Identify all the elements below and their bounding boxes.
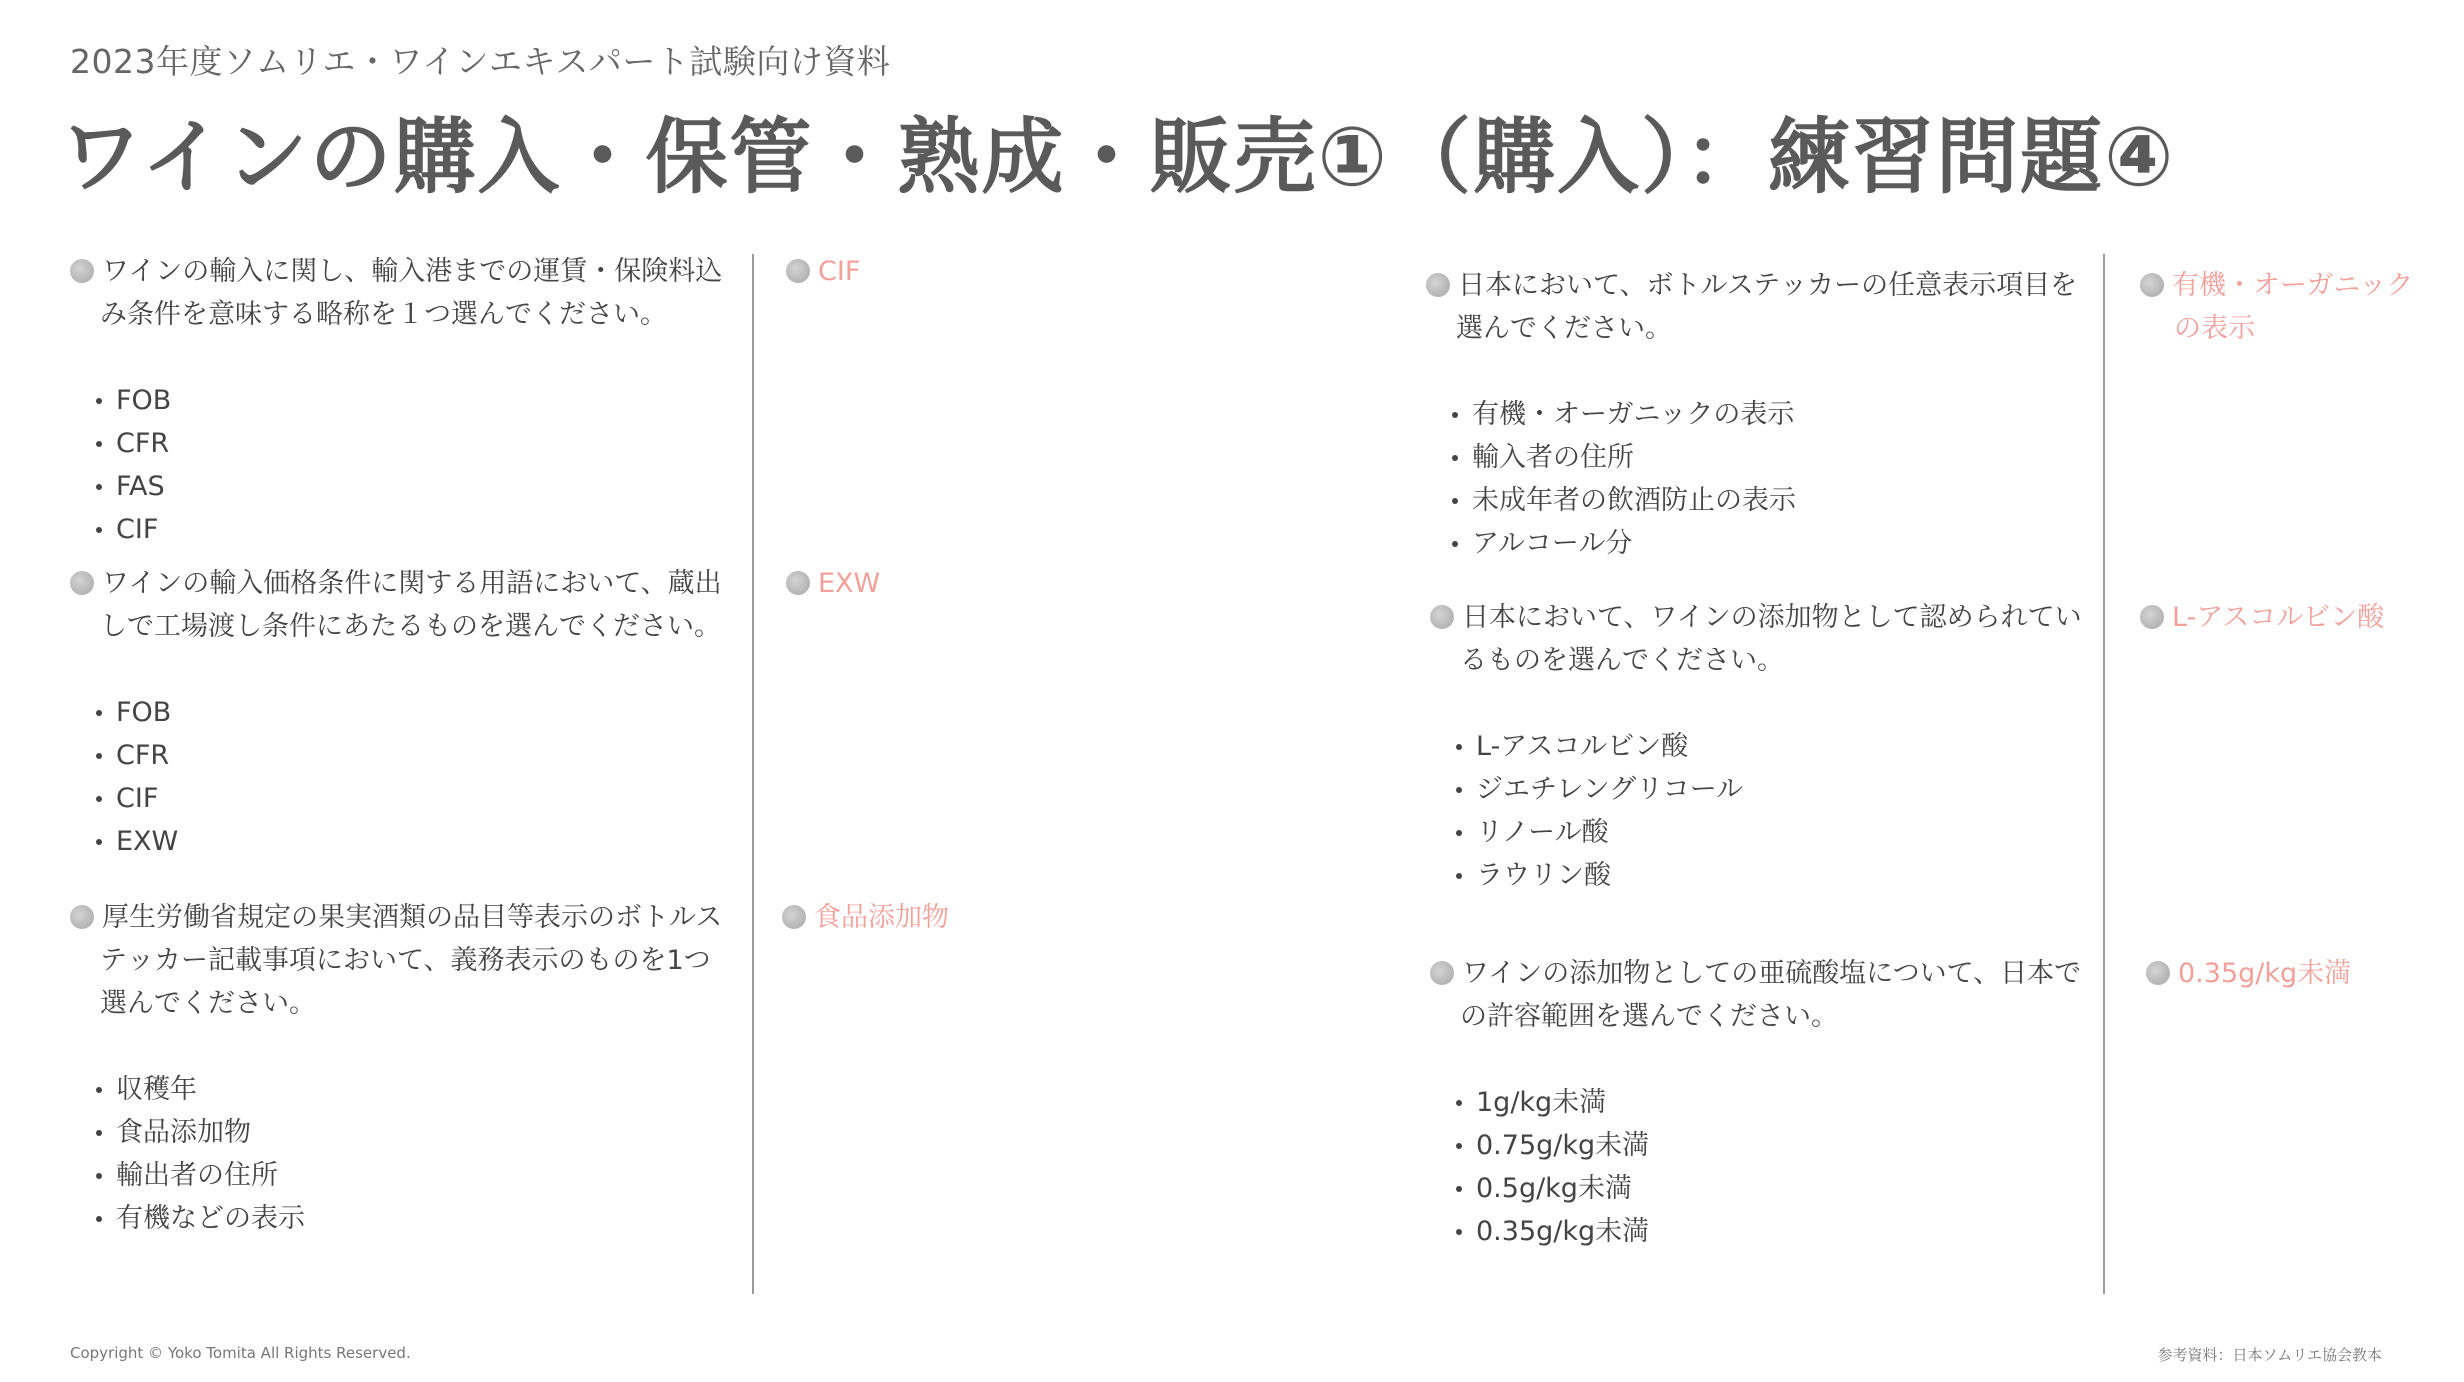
option-item: 輸出者の住所 [94, 1154, 730, 1197]
left-column-divider [752, 254, 754, 1294]
options-list [70, 1068, 730, 1240]
question-block [70, 896, 730, 1240]
answer-block [2140, 596, 2464, 639]
option-item: FOB [94, 691, 740, 734]
question-block [1430, 952, 2100, 1253]
options-list [1426, 393, 2096, 565]
bullet-circle-icon [1430, 961, 1454, 985]
answer-text: CIF [818, 256, 861, 287]
question-stem: 日本において、ワインの添加物として認められているものを選んでください。 [1460, 602, 2082, 676]
option-item: 未成年者の飲酒防止の表示 [1450, 479, 2096, 522]
bullet-circle-icon [1426, 273, 1450, 297]
question-stem: 日本において、ボトルステッカーの任意表示項目を選んでください。 [1456, 270, 2078, 344]
bullet-circle-icon [70, 259, 94, 283]
answer-block [782, 896, 1116, 939]
answer-text: L-アスコルビン酸 [2172, 602, 2385, 633]
question-stem: ワインの輸入価格条件に関する用語において、蔵出しで工場渡し条件にあたるものを選んでください。 [100, 568, 722, 642]
option-item: 0.75g/kg未満 [1454, 1124, 2100, 1167]
bullet-circle-icon [2146, 961, 2170, 985]
option-item: 有機などの表示 [94, 1197, 730, 1240]
option-item: 輸入者の住所 [1450, 436, 2096, 479]
copyright-text: Copyright © Yoko Tomita All Rights Reserved. [70, 1344, 411, 1362]
answer-block [2140, 264, 2434, 350]
option-item: ラウリン酸 [1454, 854, 2100, 897]
option-item: EXW [94, 820, 740, 863]
answer-block [2146, 952, 2464, 995]
option-item: 食品添加物 [94, 1111, 730, 1154]
answer-text: 有機・オーガニックの表示 [2172, 270, 2414, 344]
option-item: L-アスコルビン酸 [1454, 725, 2100, 768]
question-block [1426, 264, 2096, 565]
option-item: リノール酸 [1454, 811, 2100, 854]
bullet-circle-icon [2140, 605, 2164, 629]
option-item: 1g/kg未満 [1454, 1081, 2100, 1124]
answer-text: EXW [818, 568, 881, 599]
bullet-circle-icon [2140, 273, 2164, 297]
reference-text: 参考資料：日本ソムリエ協会教本 [2157, 1346, 2382, 1364]
bullet-circle-icon [786, 571, 810, 595]
bullet-circle-icon [1430, 605, 1454, 629]
bullet-circle-icon [70, 905, 94, 929]
answer-block [786, 562, 1120, 605]
right-column-divider [2103, 254, 2105, 1294]
question-block [1430, 596, 2100, 897]
bullet-circle-icon [786, 259, 810, 283]
question-block [70, 562, 740, 863]
options-list [1430, 1081, 2100, 1253]
question-stem: 厚生労働省規定の果実酒類の品目等表示のボトルステッカー記載事項において、義務表示のものを1つ選んでください。 [100, 902, 723, 1019]
deck-subtitle: 2023年度ソムリエ・ワインエキスパート試験向け資料 [70, 42, 891, 81]
page-title: ワインの購入・保管・熟成・販売①（購入）：練習問題④ [60, 110, 2176, 205]
option-item: ジエチレングリコール [1454, 768, 2100, 811]
option-item: CIF [94, 508, 740, 551]
option-item: CIF [94, 777, 740, 820]
options-list [70, 379, 740, 551]
answer-block [786, 250, 1120, 293]
option-item: 0.5g/kg未満 [1454, 1167, 2100, 1210]
answer-text: 0.35g/kg未満 [2178, 958, 2352, 989]
option-item: CFR [94, 734, 740, 777]
options-list [70, 691, 740, 863]
option-item: FOB [94, 379, 740, 422]
option-item: 収穫年 [94, 1068, 730, 1111]
option-item: 有機・オーガニックの表示 [1450, 393, 2096, 436]
question-stem: ワインの添加物としての亜硫酸塩について、日本での許容範囲を選んでください。 [1460, 958, 2082, 1032]
options-list [1430, 725, 2100, 897]
bullet-circle-icon [70, 571, 94, 595]
option-item: 0.35g/kg未満 [1454, 1210, 2100, 1253]
bullet-circle-icon [782, 905, 806, 929]
option-item: FAS [94, 465, 740, 508]
question-block [70, 250, 740, 551]
option-item: アルコール分 [1450, 522, 2096, 565]
option-item: CFR [94, 422, 740, 465]
answer-text: 食品添加物 [814, 902, 949, 933]
question-stem: ワインの輸入に関し、輸入港までの運賃・保険料込み条件を意味する略称を１つ選んでください。 [100, 256, 723, 330]
